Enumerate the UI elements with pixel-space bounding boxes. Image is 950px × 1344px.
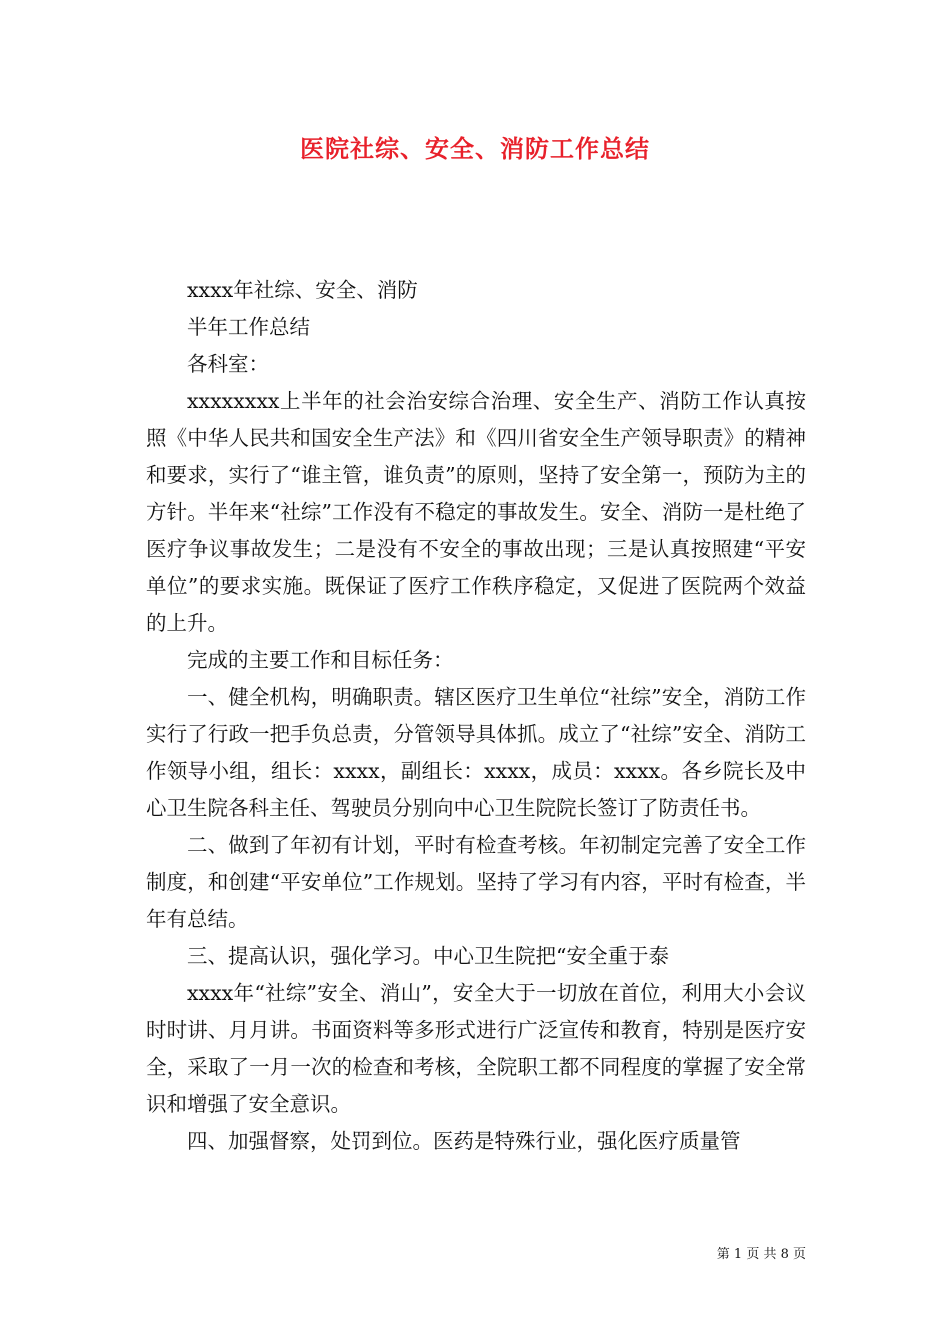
- paragraph-5: 完成的主要工作和目标任务：: [187, 648, 454, 672]
- paragraph-2: 半年工作总结: [187, 315, 310, 339]
- document-title: 医院社综、安全、消防工作总结: [300, 134, 650, 163]
- paragraph-6: 一、健全机构，明确职责。辖区医疗卫生单位“社综”安全，消防工作实行了行政一把手负总责，分管领导具体抓。成立了“社综”安全、消防工作领导小组，组长：xxxx，副组长：xxxx，成员：xxxx。各乡院长及中心卫生院各科主任、驾驶员分别向中心卫生院院长签订了防责任书。: [146, 685, 806, 820]
- paragraph-1: xxxx年社综、安全、消防: [187, 278, 418, 302]
- paragraph-3: 各科室：: [187, 352, 269, 376]
- document-body: [146, 272, 806, 1160]
- paragraph-8: 三、提高认识，强化学习。中心卫生院把“安全重于泰: [187, 944, 669, 968]
- paragraph-9: xxxx年“社综”安全、消山”，安全大于一切放在首位，利用大小会议时时讲、月月讲。书面资料等多形式进行广泛宣传和教育，特别是医疗安全，采取了一月一次的检查和考核，全院职工都不同程度的掌握了安全常识和增强了安全意识。: [146, 981, 806, 1116]
- page-number: 第 1 页 共 8 页: [716, 1247, 806, 1262]
- paragraph-4: xxxxxxxx上半年的社会治安综合治理、安全生产、消防工作认真按照《中华人民共和国安全生产法》和《四川省安全生产领导职责》的精神和要求，实行了“谁主管，谁负责”的原则，坚持了安全第一，预防为主的方针。半年来“社综”工作没有不稳定的事故发生。安全、消防一是杜绝了医疗争议事故发生；二是没有不安全的事故出现；三是认真按照建“平安单位”的要求实施。既保证了医疗工作秩序稳定，又促进了医院两个效益的上升。: [146, 389, 806, 635]
- paragraph-7: 二、做到了年初有计划，平时有检查考核。年初制定完善了安全工作制度，和创建“平安单位”工作规划。坚持了学习有内容，平时有检查，半年有总结。: [146, 833, 806, 931]
- paragraph-10: 四、加强督察，处罚到位。医药是特殊行业，强化医疗质量管: [187, 1129, 741, 1153]
